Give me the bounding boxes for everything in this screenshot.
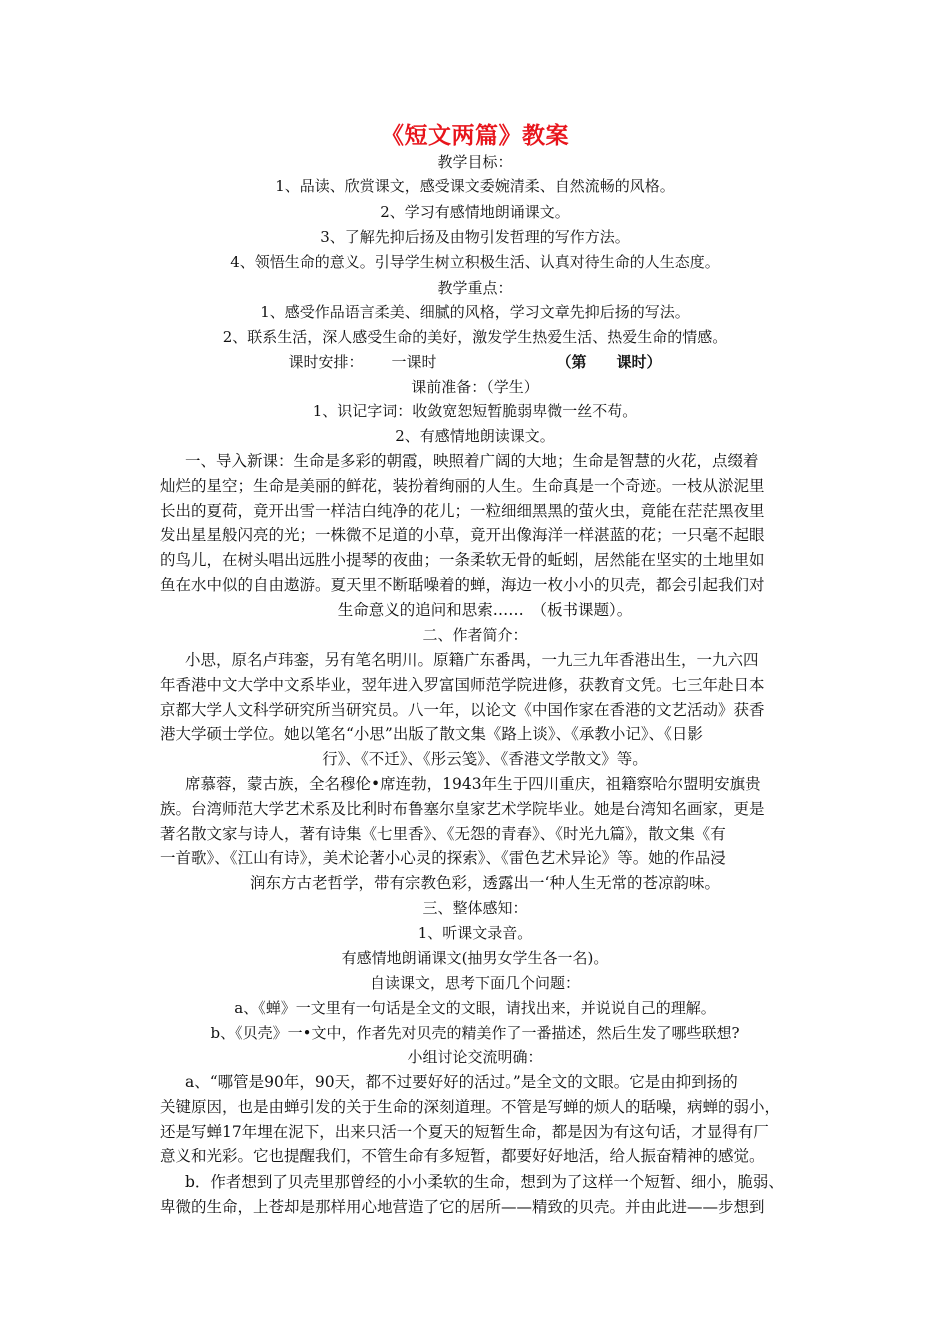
text-line: 一首歌》、《江山有诗》，美术论著小心灵的探索》、《雷色艺术异论》等。她的作品浸 xyxy=(160,849,726,868)
schedule-label: 课时安排： xyxy=(288,353,364,371)
overall-item: 自读课文，思考下面几个问题： xyxy=(369,974,580,992)
text-line: 润东方古老哲学，带有宗教色彩，透露出一‘种人生无常的苍凉韵味。 xyxy=(250,874,720,893)
text-line: 鱼在水中似的自由遨游。夏天里不断聒噪着的蝉，海边一枚小小的贝壳，都会引起我们对 xyxy=(160,575,765,594)
question-b: b、《贝壳》一•文中，作者先对贝壳的精美作了一番描述，然后生发了哪些联想? xyxy=(210,1024,740,1042)
text-line: 意义和光彩。它也提醒我们，不管生命有多短暂，都要好好地活，给人振奋精神的感觉。 xyxy=(160,1147,765,1166)
answer-b-paragraph xyxy=(160,1170,810,1220)
text-line: 著名散文家与诗人，著有诗集《七里香》、《无怨的青春》、《时光九篇》，散文集《有 xyxy=(160,824,726,843)
prep-item: 1、识记字词：收敛宽恕短暂脆弱卑微一丝不苟。 xyxy=(312,402,638,420)
text-line: 还是写蝉17年埋在泥下，出来只活一个夏天的短暂生命，都是因为有这句话，才显得有厂 xyxy=(160,1122,769,1141)
goal-item: 3、了解先抑后扬及由物引发哲理的写作方法。 xyxy=(320,228,630,246)
text-line: 年香港中文大学中文系毕业，翌年进入罗富国师范学院进修，获教育文凭。七三年赴日本 xyxy=(160,675,765,694)
author-paragraph-1 xyxy=(160,648,810,772)
text-line: 生命意义的追问和思索…… （板书课题）。 xyxy=(337,600,633,619)
schedule-line xyxy=(140,350,810,374)
text-line: 卑微的生命，上苍却是那样用心地营造了它的居所——精致的贝壳。并由此进——步想到 xyxy=(160,1197,765,1216)
goal-item: 1、品读、欣赏课文，感受课文委婉清柔、自然流畅的风格。 xyxy=(275,177,675,195)
intro-paragraph xyxy=(160,449,810,623)
schedule-value: 一课时 xyxy=(391,353,437,371)
lesson-number: （第 课时） xyxy=(556,353,662,371)
prep-item: 2、有感情地朗读课文。 xyxy=(395,427,555,445)
text-line: 一、导入新课：生命是多彩的朝霞，映照着广阔的大地；生命是智慧的火花，点缀着 xyxy=(185,452,759,470)
text-line: 港大学硕士学位。她以笔名“小思”出版了散文集《路上谈》、《承教小记》、《日影 xyxy=(160,725,703,744)
text-line: a、“哪管是90年，90天，都不过要好好的活过。”是全文的文眼。它是由抑到扬的 xyxy=(185,1073,738,1091)
overall-item: 1、听课文录音。 xyxy=(417,924,533,942)
answer-a-paragraph xyxy=(160,1070,810,1169)
prep-heading: 课前准备：（学生） xyxy=(411,378,539,396)
discussion-heading: 小组讨论交流明确： xyxy=(407,1048,543,1066)
author-heading: 二、作者简介： xyxy=(422,626,528,644)
text-line: 席慕蓉，蒙古族，全名穆伦•席连勃，1943年生于四川重庆，祖籍察哈尔盟明安旗贵 xyxy=(185,775,761,793)
text-line: 关键原因，也是由蝉引发的关于生命的深刻道理。不管是写蝉的烦人的聒噪，病蝉的弱小， xyxy=(160,1097,781,1116)
focus-item: 2、联系生活，深人感受生命的美好，激发学生热爱生活、热爱生命的情感。 xyxy=(222,328,728,346)
text-line: 京都大学人文科学研究所当研究员。八一年，以论文《中国作家在香港的文艺活动》获香 xyxy=(160,700,765,719)
question-a: a、《蝉》一文里有一句话是全文的文眼，请找出来，并说说自己的理解。 xyxy=(234,999,716,1017)
text-line: 长出的夏荷，竟开出雪一样洁白纯净的花儿；一粒细细黑黑的萤火虫，竟能在茫茫黑夜里 xyxy=(160,501,765,520)
goals-heading: 教学目标： xyxy=(437,153,513,171)
text-line: 小思，原名卢玮銮，另有笔名明川。原籍广东番禺，一九三九年香港出生，一九六四 xyxy=(185,651,759,669)
text-line: 发出星星般闪亮的光；一株微不足道的小草，竟开出像海洋一样湛蓝的花；一只毫不起眼 xyxy=(160,526,765,545)
focus-item: 1、感受作品语言柔美、细腻的风格，学习文章先抑后扬的写法。 xyxy=(260,303,690,321)
text-line: 的鸟儿，在树头唱出远胜小提琴的夜曲；一条柔软无骨的蚯蚓，居然能在坚实的土地里如 xyxy=(160,551,765,570)
text-line: 族。台湾师范大学艺术系及比利时布鲁塞尔皇家艺术学院毕业。她是台湾知名画家，更是 xyxy=(160,799,765,818)
goal-item: 2、学习有感情地朗诵课文。 xyxy=(380,203,570,221)
focus-heading: 教学重点： xyxy=(437,279,513,297)
overall-heading: 三、整体感知： xyxy=(422,899,528,917)
overall-item: 有感情地朗诵课文(抽男女学生各一名)。 xyxy=(341,949,609,967)
author-paragraph-2 xyxy=(160,772,810,896)
text-line: b．作者想到了贝壳里那曾经的小小柔软的生命，想到为了这样一个短暂、细小，脆弱、 xyxy=(185,1173,784,1191)
document-title: 《短文两篇》教案 xyxy=(381,122,569,149)
text-line: 灿烂的星空；生命是美丽的鲜花，装扮着绚丽的人生。生命真是一个奇迹。一枝从淤泥里 xyxy=(160,476,765,495)
text-line: 行》、《不迁》、《彤云笺》、《香港文学散文》等。 xyxy=(322,750,648,769)
goal-item: 4、领悟生命的意义。引导学生树立积极生活、认真对待生命的人生态度。 xyxy=(230,253,720,271)
